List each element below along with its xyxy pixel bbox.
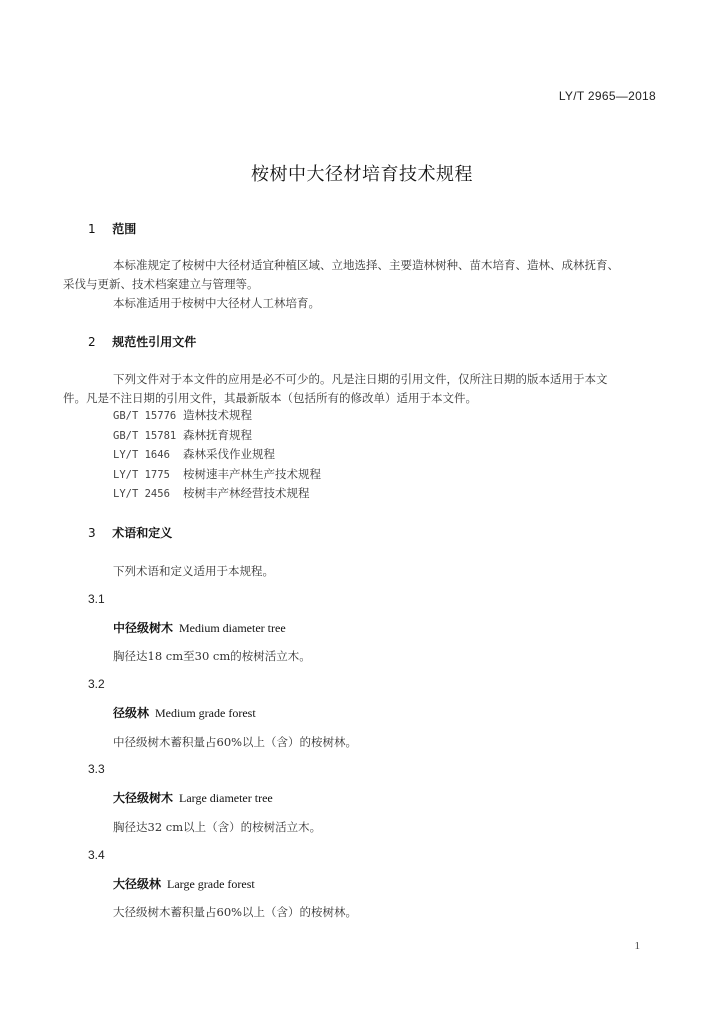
reference-item bbox=[113, 484, 321, 504]
term-entry bbox=[113, 619, 286, 636]
reference-title: 桉树速丰产林生产技术规程 bbox=[183, 466, 321, 481]
section-number: 3 bbox=[88, 526, 96, 540]
reference-item bbox=[113, 445, 321, 465]
term-english-name: Large grade forest bbox=[167, 877, 255, 891]
section-3-intro: 下列术语和定义适用于本规程。 bbox=[113, 564, 274, 578]
paragraph-line: 采伐与更新、技术档案建立与管理等。 bbox=[63, 277, 259, 291]
standard-code: LY/T 2965—2018 bbox=[558, 89, 656, 103]
paragraph-line: 下列文件对于本文件的应用是必不可少的。凡是注日期的引用文件，仅所注日期的版本适用于本文 bbox=[113, 372, 608, 386]
term-number: 3.2 bbox=[88, 677, 105, 691]
section-number: 1 bbox=[88, 222, 96, 236]
reference-title: 森林抚育规程 bbox=[183, 427, 252, 442]
section-2-paragraph-1 bbox=[63, 370, 658, 408]
term-definition: 大径级树木蓄积量占60%以上（含）的桉树林。 bbox=[113, 905, 358, 919]
term-number: 3.4 bbox=[88, 848, 105, 862]
reference-code: GB/T 15781 bbox=[113, 429, 177, 442]
page-number: 1 bbox=[634, 940, 640, 952]
section-1-paragraph-1 bbox=[63, 256, 658, 294]
reference-code: LY/T 1775 bbox=[113, 468, 170, 481]
reference-title: 造林技术规程 bbox=[183, 408, 252, 422]
section-title: 术语和定义 bbox=[112, 526, 173, 540]
term-entry bbox=[113, 704, 256, 721]
term-chinese-name: 径级林 bbox=[113, 706, 150, 720]
term-english-name: Large diameter tree bbox=[179, 791, 273, 805]
reference-code: GB/T 15776 bbox=[113, 410, 177, 422]
reference-code: LY/T 2456 bbox=[113, 488, 170, 501]
section-title: 范围 bbox=[112, 222, 137, 236]
section-3-heading bbox=[88, 524, 172, 541]
term-number: 3.3 bbox=[88, 762, 105, 776]
reference-item bbox=[113, 426, 321, 446]
term-definition: 中径级树木蓄积量占60%以上（含）的桉树林。 bbox=[113, 735, 358, 749]
reference-title: 桉树丰产林经营技术规程 bbox=[183, 486, 310, 501]
section-title: 规范性引用文件 bbox=[112, 335, 197, 349]
term-definition: 胸径达32 cm以上（含）的桉树活立木。 bbox=[113, 820, 322, 834]
term-entry bbox=[113, 875, 255, 892]
term-chinese-name: 中径级树木 bbox=[113, 621, 174, 635]
reference-code: LY/T 1646 bbox=[113, 449, 170, 462]
section-1-heading bbox=[88, 220, 136, 237]
term-english-name: Medium grade forest bbox=[155, 706, 256, 720]
term-number: 3.1 bbox=[88, 592, 105, 606]
term-definition: 胸径达18 cm至30 cm的桉树活立木。 bbox=[113, 649, 311, 663]
document-title: 桉树中大径材培育技术规程 bbox=[251, 164, 473, 185]
paragraph-line: 件。凡是不注日期的引用文件，其最新版本（包括所有的修改单）适用于本文件。 bbox=[63, 391, 477, 405]
section-1-paragraph-2: 本标准适用于桉树中大径材人工林培育。 bbox=[113, 296, 320, 310]
term-english-name: Medium diameter tree bbox=[179, 621, 286, 635]
normative-reference-list bbox=[113, 406, 321, 504]
reference-item bbox=[113, 406, 321, 426]
section-2-heading bbox=[88, 333, 196, 350]
paragraph-line: 本标准规定了桉树中大径材适宜种植区域、立地选择、主要造林树种、苗木培育、造林、成林抚育、 bbox=[113, 258, 619, 272]
term-chinese-name: 大径级林 bbox=[113, 877, 162, 891]
reference-title: 森林采伐作业规程 bbox=[183, 447, 275, 462]
reference-item bbox=[113, 465, 321, 485]
term-entry bbox=[113, 789, 273, 806]
term-chinese-name: 大径级树木 bbox=[113, 791, 174, 805]
section-number: 2 bbox=[88, 335, 96, 349]
